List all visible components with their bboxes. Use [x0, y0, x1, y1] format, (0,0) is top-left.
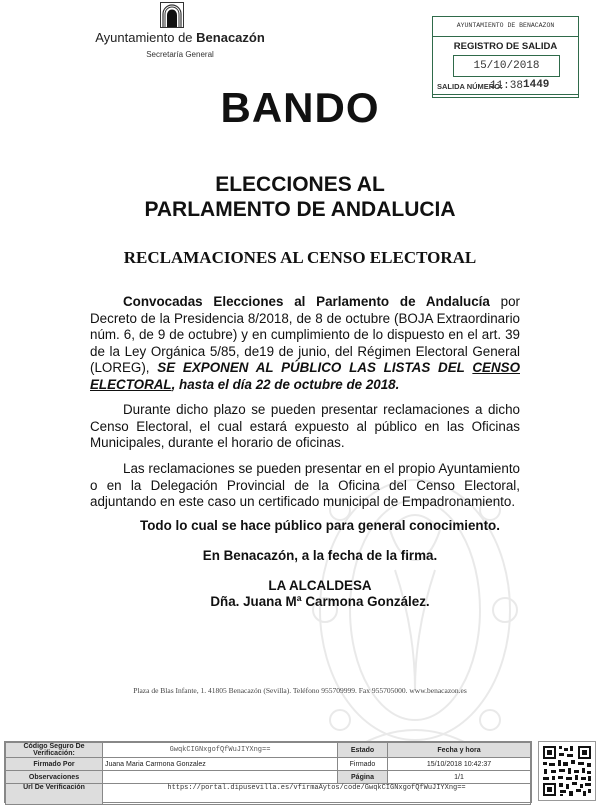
- stamp-number-label: SALIDA NÚMERO:: [437, 82, 503, 91]
- organization-department: Secretaría General: [146, 50, 214, 59]
- stamp-datetime: 15/10/2018 11:38: [453, 55, 560, 77]
- paragraph-claims-period: [90, 402, 520, 452]
- p2-text: Durante dicho plazo se pueden presentar reclamaciones a dicho Censo Electoral, el cual estará expuesto al público en las Oficinas Municipales, durante el horario de oficinas.: [90, 402, 520, 451]
- place-date: En Benacazón, a la fecha de la firma.: [202, 548, 438, 563]
- estado-label: Estado: [338, 743, 388, 758]
- firmado-por-label: Firmado Por: [6, 758, 103, 771]
- csv-value: GwqkCIGNxgofQfWuJIYXng==: [103, 743, 338, 758]
- paragraph-convocation: [90, 294, 520, 394]
- subtitle-line-1: ELECCIONES AL: [215, 173, 385, 196]
- p1-bold: Convocadas Elecciones al Parlamento de Andalucía: [123, 294, 490, 309]
- org-name-bold: Benacazón: [196, 30, 265, 45]
- qr-code-icon[interactable]: [538, 741, 596, 801]
- closing-statement: Todo lo cual se hace público para general conocimiento.: [140, 518, 500, 533]
- signer-name: Dña. Juana Mª Carmona González.: [210, 594, 430, 609]
- signer-title: LA ALCALDESA: [268, 578, 372, 593]
- fecha-label: Fecha y hora: [388, 743, 531, 758]
- stamp-title: REGISTRO DE SALIDA: [453, 41, 558, 52]
- document-subtitle: [0, 172, 600, 222]
- p1-text: por Decreto de la Presidencia 8/2018, de 8 de octubre (BOJA Extraordinario núm. 6, de 9 de octubre) y en cumplimiento de lo dispuesto en el art. 39 de la Ley Orgánica 5/85, de19 de junio, del Régimen Electoral General (LOREG),: [90, 294, 520, 376]
- p1-underline: CENSO ELECTORAL: [90, 360, 520, 392]
- pagina-value: 1/1: [388, 771, 531, 784]
- firmado-por-value: Juana Maria Carmona Gonzalez: [103, 758, 338, 771]
- footer-address: Plaza de Blas Infante, 1. 41805 Benacazón (Sevilla). Teléfono 955709999. Fax 955705000. www.benacazon.es: [133, 686, 467, 695]
- stamp-divider: [433, 36, 578, 37]
- estado-value: Firmado: [338, 758, 388, 771]
- document-title: BANDO: [220, 84, 380, 131]
- observaciones-value: [103, 771, 338, 784]
- url-label: Url De Verificación: [6, 784, 103, 805]
- stamp-number: 1449: [523, 79, 550, 91]
- pagina-label: Página: [338, 771, 388, 784]
- csv-label: Código Seguro De Verificación:: [6, 743, 103, 758]
- p3-text: Las reclamaciones se pueden presentar en el propio Ayuntamiento o en la Delegación Provincial de la Oficina del Censo Electoral, adjuntando en este caso un certificado municipal de Empadronamiento.: [90, 461, 520, 510]
- arch-logo-icon: [160, 2, 184, 28]
- org-name-prefix: Ayuntamiento de: [95, 30, 197, 45]
- paragraph-claims-where: [90, 461, 520, 511]
- section-heading: RECLAMACIONES AL CENSO ELECTORAL: [123, 248, 477, 267]
- url-value-link[interactable]: https://portal.dipusevilla.es/vfirmaAytos/code/GwqkCIGNxgofQfWuJIYXng==: [103, 784, 531, 805]
- p1-emphasis-end: , hasta el día 22 de octubre de 2018.: [171, 376, 400, 392]
- p1-emphasis: SE EXPONEN AL PÚBLICO LAS LISTAS DEL: [157, 360, 473, 376]
- stamp-org: AYUNTAMIENTO DE BENACAZON: [456, 22, 555, 29]
- organization-name: [60, 30, 300, 45]
- fecha-value: 15/10/2018 10:42:37: [388, 758, 531, 771]
- subtitle-line-2: PARLAMENTO DE ANDALUCIA: [144, 198, 456, 221]
- municipal-seal-watermark-icon: [300, 470, 530, 770]
- verification-table: [4, 741, 532, 803]
- observaciones-label: Observaciones: [6, 771, 103, 784]
